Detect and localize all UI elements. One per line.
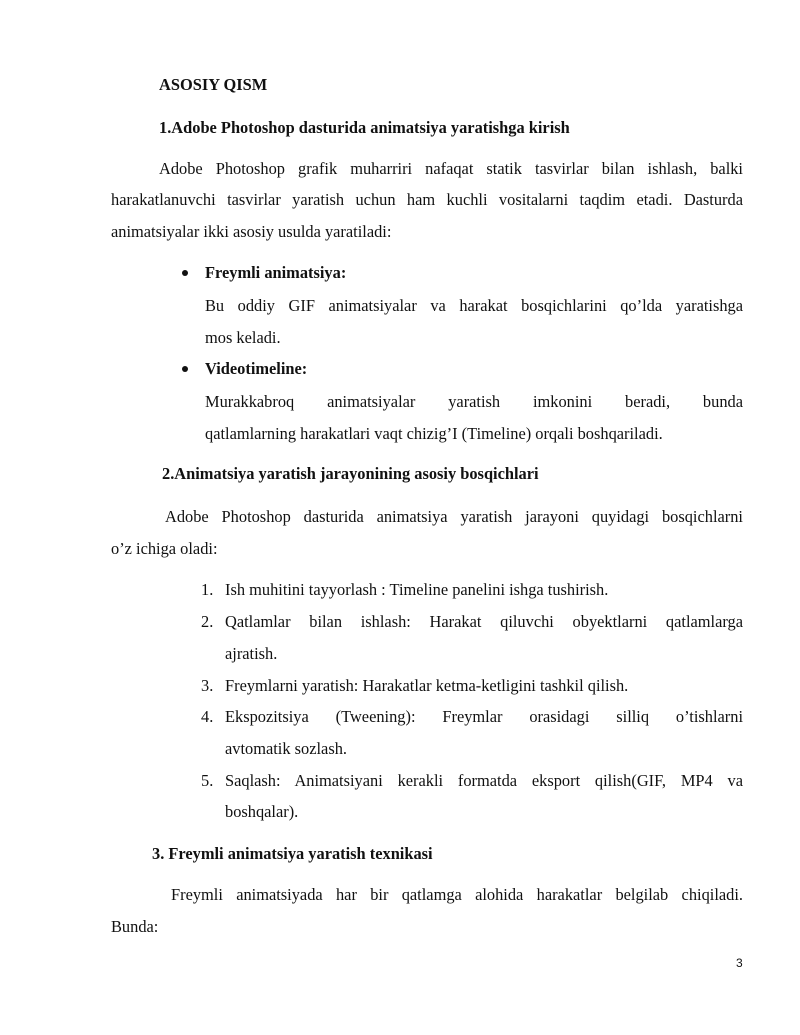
step-text-line: Ish muhitini tayyorlash : Timeline panelini ishga tushirish. bbox=[225, 580, 609, 599]
section-2-paragraph-line: o’z ichiga oladi: bbox=[111, 539, 218, 558]
step-number: 4. bbox=[201, 707, 214, 726]
section-2-paragraph-line: Adobe Photoshop dasturida animatsiya yaratish jarayoni quyidagi bosqichlarni bbox=[165, 507, 743, 526]
section-1-title: 1.Adobe Photoshop dasturida animatsiya yaratishga kirish bbox=[159, 118, 570, 137]
bullet-title-freymli: Freymli animatsiya: bbox=[205, 263, 347, 282]
step-text-line: avtomatik sozlash. bbox=[225, 739, 347, 758]
page-number: 3 bbox=[736, 956, 743, 970]
section-3-paragraph-line: Bunda: bbox=[111, 917, 159, 936]
bullet-text-line: mos keladi. bbox=[205, 328, 281, 347]
step-text-line: Freymlarni yaratish: Harakatlar ketma-ketligini tashkil qilish. bbox=[225, 676, 629, 695]
bullet-text-line: Bu oddiy GIF animatsiyalar va harakat bosqichlarini qo’lda yaratishga bbox=[205, 296, 743, 315]
step-text-line: boshqalar). bbox=[225, 802, 299, 821]
bullet-text-line: qatlamlarning harakatlari vaqt chizig’I (Timeline) orqali boshqariladi. bbox=[205, 424, 663, 443]
section-2-title: 2.Animatsiya yaratish jarayonining asosiy bosqichlari bbox=[162, 464, 539, 483]
section-1-paragraph-line: animatsiyalar ikki asosiy usulda yaratiladi: bbox=[111, 222, 392, 241]
step-number: 2. bbox=[201, 612, 214, 631]
section-1-paragraph-line: Adobe Photoshop grafik muharriri nafaqat statik tasvirlar bilan ishlash, balki bbox=[159, 159, 743, 178]
bullet-icon bbox=[182, 270, 188, 276]
step-text-line: Qatlamlar bilan ishlash: Harakat qiluvchi obyektlarni qatlamlarga bbox=[225, 612, 743, 631]
main-heading: ASOSIY QISM bbox=[159, 75, 268, 94]
bullet-text-line: Murakkabroq animatsiyalar yaratish imkonini beradi, bunda bbox=[205, 392, 743, 411]
section-3-title: 3. Freymli animatsiya yaratish texnikasi bbox=[152, 844, 433, 863]
step-number: 5. bbox=[201, 771, 214, 790]
section-3-paragraph-line: Freymli animatsiyada har bir qatlamga alohida harakatlar belgilab chiqiladi. bbox=[171, 885, 743, 904]
bullet-icon bbox=[182, 366, 188, 372]
step-text-line: Saqlash: Animatsiyani kerakli formatda eksport qilish(GIF, MP4 va bbox=[225, 771, 743, 790]
step-number: 1. bbox=[201, 580, 214, 599]
step-number: 3. bbox=[201, 676, 214, 695]
step-text-line: Ekspozitsiya (Tweening): Freymlar orasidagi silliq o’tishlarni bbox=[225, 707, 743, 726]
bullet-title-videotimeline: Videotimeline: bbox=[205, 359, 308, 378]
section-1-paragraph-line: harakatlanuvchi tasvirlar yaratish uchun ham kuchli vositalarni taqdim etadi. Dasturda bbox=[111, 190, 743, 209]
step-text-line: ajratish. bbox=[225, 644, 278, 663]
